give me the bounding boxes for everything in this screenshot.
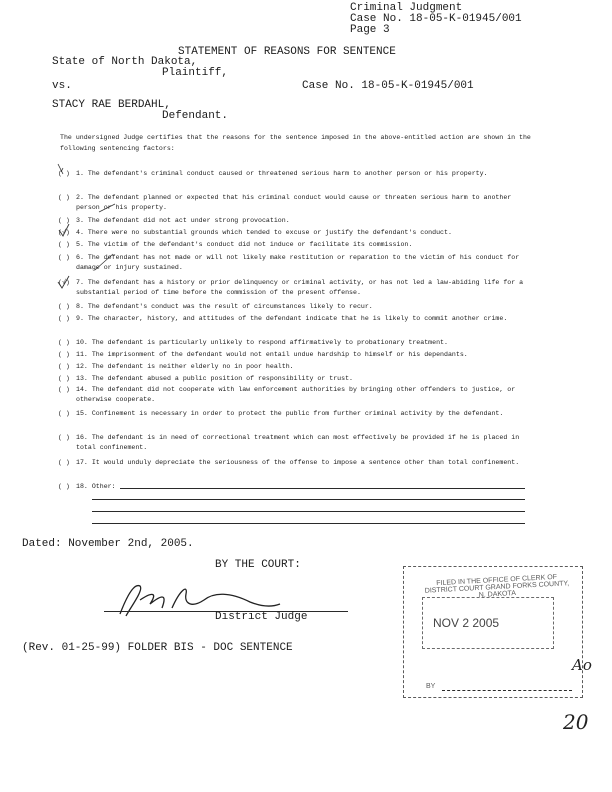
header-page: Page 3 [350, 24, 390, 36]
factor-text: 10. The defendant is particularly unlikely to respond affirmatively to probationary treatment. [76, 339, 448, 346]
factor-checkbox[interactable]: ( ) [58, 217, 70, 224]
stamp-date-box [422, 597, 554, 649]
factor-checkbox[interactable]: ( ) [58, 241, 70, 248]
factor-text: 7. The defendant has a history or prior delinquency or criminal activity, or has not led a law-abiding life for a substantial period of time before the commission of the present offense. [76, 279, 524, 296]
certification-paragraph: The undersigned Judge certifies that the reasons for the sentence imposed in the above-entitled action are shown in the following sentencing factors: [60, 134, 531, 152]
factor-checkbox[interactable]: ( ) [58, 459, 70, 466]
factor-checkbox[interactable]: ( ) [58, 194, 70, 201]
form-footer: (Rev. 01-25-99) FOLDER BIS - DOC SENTENCE [22, 642, 293, 654]
factor-checkbox[interactable]: ( ) [58, 170, 70, 177]
document-header [350, 3, 522, 36]
factor-checkbox[interactable]: (√) [58, 229, 70, 236]
defendant-role: Defendant. [162, 110, 229, 122]
factor-text: 16. The defendant is in need of correctional treatment which can most effectively be provided if he is placed in total confinement. [76, 434, 520, 451]
factor-checkbox[interactable]: ( ) [58, 386, 70, 393]
factor-checkbox[interactable]: ( ) [58, 254, 70, 261]
handwritten-check-marks [55, 160, 175, 300]
district-judge-label: District Judge [215, 611, 308, 623]
factor-text: 14. The defendant did not cooperate with law enforcement authorities by bringing other offenders to justice, or otherwise cooperate. [76, 386, 516, 403]
factor-checkbox[interactable]: ( ) [58, 315, 70, 322]
factor-text: 12. The defendant is neither elderly no in poor health. [76, 363, 294, 370]
factor-text: 17. It would unduly depreciate the seriousness of the offense to impose a sentence other than total confinement. [76, 459, 520, 466]
stamp-filed-text: FILED IN THE OFFICE OF CLERK OF DISTRICT COURT GRAND FORKS COUNTY, N. DAKOTA [424, 573, 570, 599]
plaintiff-role: Plaintiff, [162, 67, 229, 79]
other-line-1[interactable] [120, 488, 525, 489]
factor-text: 15. Confinement is necessary in order to protect the public from further criminal activity by the defendant. [76, 410, 504, 417]
factor-text: 11. The imprisonment of the defendant would not entail undue hardship to himself or his dependants. [76, 351, 468, 358]
stamp-by-label: BY [426, 683, 436, 690]
factor-checkbox[interactable]: ( ) [58, 363, 70, 370]
factor-text: 8. The defendant's conduct was the result of circumstances likely to recur. [76, 303, 373, 310]
defendant-name: STACY RAE BERDAHL, [52, 99, 171, 111]
dated-line: Dated: November 2nd, 2005. [22, 538, 194, 550]
header-case-number: Case No. 18-05-K-01945/001 [350, 13, 522, 25]
other-line-2[interactable] [92, 499, 525, 500]
stamp-date: NOV 2 2005 [433, 616, 500, 630]
factor-checkbox[interactable]: ( ) [58, 483, 70, 490]
plaintiff-name: State of North Dakota, [52, 56, 198, 68]
factor-text: 6. The defendant has not made or will not likely make restitution or reparation to the victim of his conduct for damage or injury sustained. [76, 254, 520, 271]
factor-text: 3. The defendant did not act under strong provocation. [76, 217, 290, 224]
factor-checkbox[interactable]: ( ) [58, 410, 70, 417]
other-line-3[interactable] [92, 511, 525, 512]
factor-text: 9. The character, history, and attitudes of the defendant indicate that he is likely to commit another crime. [76, 315, 508, 322]
factor-checkbox[interactable]: ( ) [58, 375, 70, 382]
factor-text: 4. There were no substantial grounds which tended to excuse or justify the defendant's conduct. [76, 229, 452, 236]
handwritten-page-number: 20 [563, 710, 589, 734]
factor-checkbox[interactable]: ( ) [58, 303, 70, 310]
factor-checkbox[interactable]: ( ) [58, 339, 70, 346]
factor-checkbox[interactable]: ( ) [58, 434, 70, 441]
factor-text: 1. The defendant's criminal conduct caused or threatened serious harm to another person or his property. [76, 170, 488, 177]
factor-text: 5. The victim of the defendant's conduct did not induce or facilitate its commission. [76, 241, 413, 248]
factor-text: 18. Other: [76, 483, 116, 490]
versus-label: vs. [52, 80, 72, 92]
factor-text: 2. The defendant planned or expected that his criminal conduct would cause or threaten serious harm to another person or his property. [76, 194, 512, 211]
factor-checkbox[interactable]: ( ) [58, 351, 70, 358]
by-the-court: BY THE COURT: [215, 559, 301, 571]
factor-text: 13. The defendant abused a public position of responsibility or trust. [76, 375, 353, 382]
caption-case-number: Case No. 18-05-K-01945/001 [302, 80, 474, 92]
stamp-by-line [442, 690, 572, 691]
other-line-4[interactable] [92, 523, 525, 524]
clerk-initials: Ao [572, 656, 592, 674]
document-title: STATEMENT OF REASONS FOR SENTENCE [178, 46, 396, 58]
factor-checkbox[interactable]: (√) [58, 279, 70, 286]
header-doc-type: Criminal Judgment [350, 2, 463, 14]
filed-stamp [403, 566, 583, 698]
